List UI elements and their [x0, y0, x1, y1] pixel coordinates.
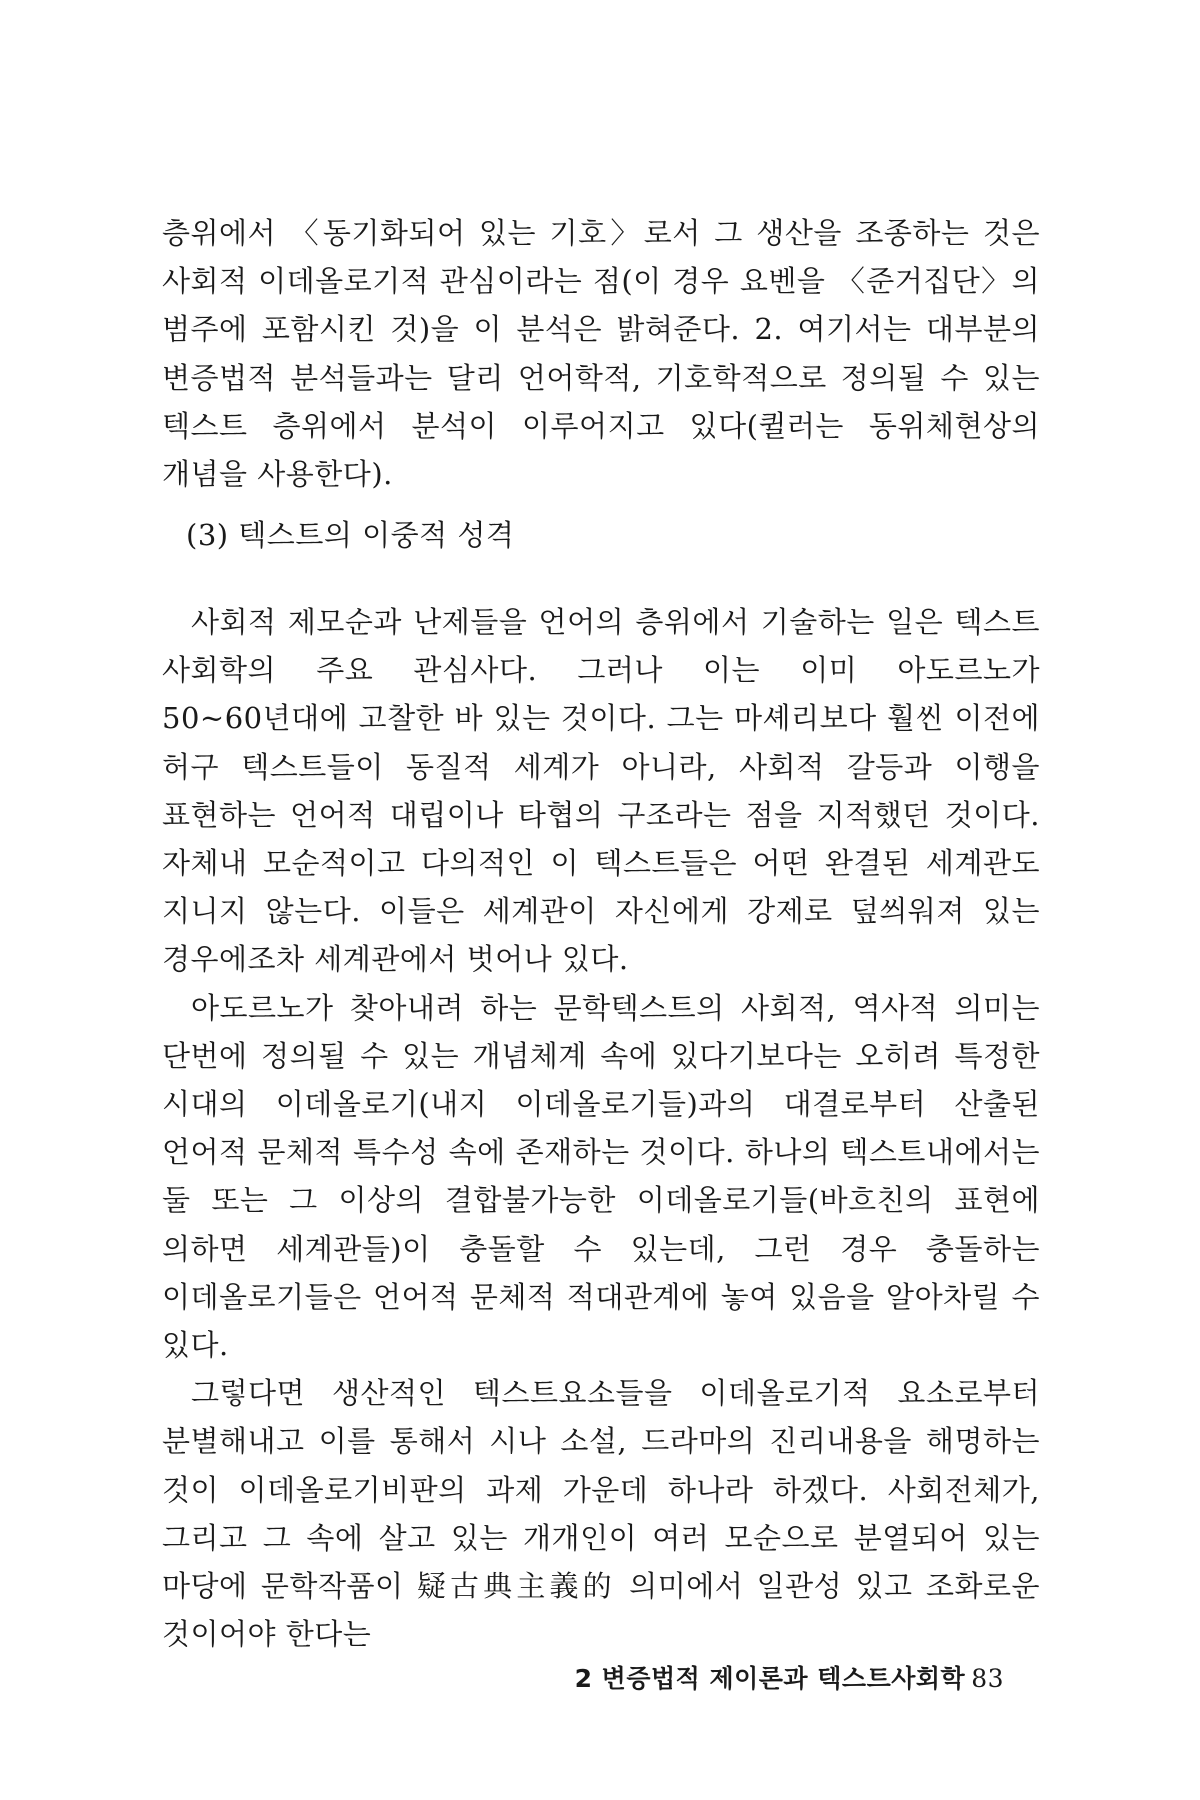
paragraph: 사회적 제모순과 난제들을 언어의 층위에서 기술하는 일은 텍스트 사회학의 주요 관심사다. 그러나 이는 이미 아도르노가 50~60년대에 고찰한 바 있는 것이다. 그는 마셰리보다 훨씬 이전에 허구 텍스트들이 동질적 세계가 아니라, 사회적 갈등과 이행을 표현하는 언어적 대립이나 타협의 구조라는 점을 지적했던 것이다. 자체내 모순적이고 다의적인 이 텍스트들은 어떤 완결된 세계관도 지니지 않는다. 이들은 세계관이 자신에게 강제로 덮씌워져 있는 경우에조차 세계관에서 벗어나 있다.: [162, 605, 1040, 977]
body-text-continued: [162, 209, 1040, 498]
paragraph: 그렇다면 생산적인 텍스트요소들을 이데올로기적 요소로부터 분별해내고 이를 통해서 시나 소설, 드라마의 진리내용을 해명하는 것이 이데올로기비판의 과제 가운데 하나라 하겠다. 사회전체가, 그리고 그 속에 살고 있는 개개인이 여러 모순으로 분열되어 있는 마당에 문학작품이 疑古典主義的 의미에서 일관성 있고 조화로운 것이어야 한다는: [162, 1376, 1040, 1652]
section-heading: (3) 텍스트의 이중적 성격: [186, 518, 515, 552]
running-footer: [575, 1661, 1004, 1697]
page-number: 83: [971, 1664, 1004, 1693]
body-text: [162, 598, 1040, 1658]
paragraph: 아도르노가 찾아내려 하는 문학텍스트의 사회적, 역사적 의미는 단번에 정의될 수 있는 개념체계 속에 있다기보다는 오히려 특정한 시대의 이데올로기(내지 이데올로기들)과의 대결로부터 산출된 언어적 문체적 특수성 속에 존재하는 것이다. 하나의 텍스트내에서는 둘 또는 그 이상의 결합불가능한 이데올로기들(바흐친의 표현에 의하면 세계관들)이 충돌할 수 있는데, 그런 경우 충돌하는 이데올로기들은 언어적 문체적 적대관계에 놓여 있음을 알아차릴 수 있다.: [162, 990, 1040, 1363]
chapter-title: 2 변증법적 제이론과 텍스트사회학: [574, 1664, 966, 1693]
paragraph-continued: 층위에서 〈동기화되어 있는 기호〉로서 그 생산을 조종하는 것은 사회적 이데올로기적 관심이라는 점(이 경우 요벤을 〈준거집단〉의 범주에 포함시킨 것)을 이 분석은 밝혀준다. 2. 여기서는 대부분의 변증법적 분석들과는 달리 언어학적, 기호학적으로 정의될 수 있는 텍스트 층위에서 분석이 이루어지고 있다(퀼러는 동위체현상의 개념을 사용한다).: [162, 216, 1040, 492]
